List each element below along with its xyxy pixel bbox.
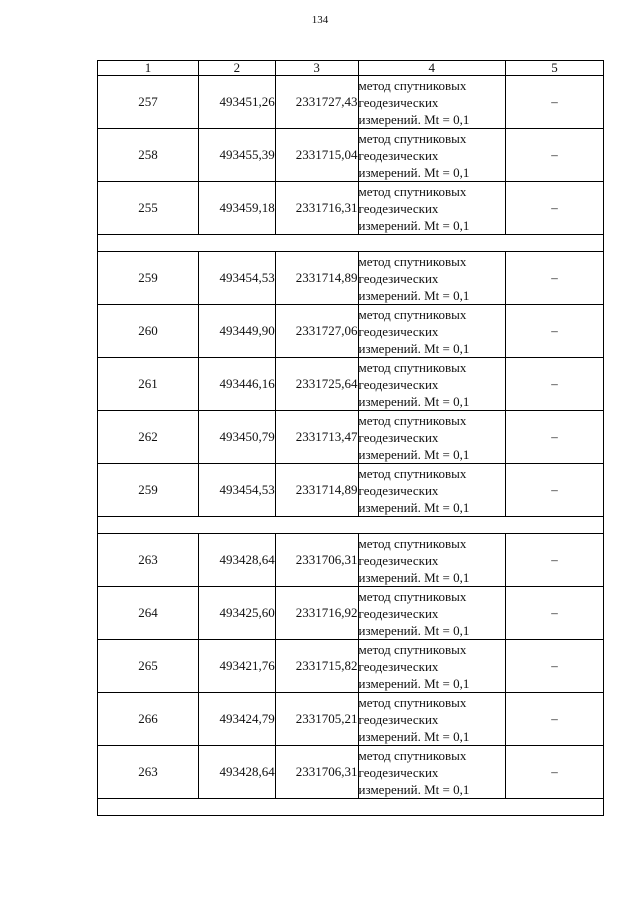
- method-cell: [358, 305, 505, 358]
- table-body: [98, 76, 604, 816]
- method-line: геодезических: [358, 605, 439, 621]
- x-coordinate: 493451,26: [198, 76, 275, 129]
- page-number: 134: [311, 14, 329, 26]
- method-line: метод спутниковых: [358, 694, 467, 710]
- table-row: [98, 411, 604, 464]
- separator-cell: [98, 517, 604, 534]
- method-line: метод спутниковых: [358, 412, 467, 428]
- x-coordinate: 493454,53: [198, 252, 275, 305]
- header-cell: 1: [98, 61, 199, 76]
- method-cell: [358, 534, 505, 587]
- note-cell: –: [506, 746, 604, 799]
- note-cell: –: [506, 182, 604, 235]
- y-coordinate: 2331714,89: [275, 252, 358, 305]
- header-cell: 2: [198, 61, 275, 76]
- x-coordinate: 493446,16: [198, 358, 275, 411]
- note-cell: –: [506, 411, 604, 464]
- point-number: 261: [98, 358, 199, 411]
- method-line: геодезических: [358, 270, 439, 286]
- separator-cell: [98, 799, 604, 816]
- method-cell: [358, 693, 505, 746]
- x-coordinate: 493428,64: [198, 534, 275, 587]
- note-cell: –: [506, 693, 604, 746]
- coordinates-table: [97, 60, 604, 816]
- method-cell: [358, 746, 505, 799]
- contour-separator-row: [98, 235, 604, 252]
- contour-separator-row: [98, 517, 604, 534]
- y-coordinate: 2331714,89: [275, 464, 358, 517]
- y-coordinate: 2331716,92: [275, 587, 358, 640]
- method-line: геодезических: [358, 376, 439, 392]
- method-line: геодезических: [358, 94, 439, 110]
- method-line: измерений. Mt = 0,1: [358, 287, 470, 303]
- table-row: [98, 182, 604, 235]
- y-coordinate: 2331727,06: [275, 305, 358, 358]
- point-number: 259: [98, 252, 199, 305]
- method-line: метод спутниковых: [358, 253, 467, 269]
- note-cell: –: [506, 76, 604, 129]
- y-coordinate: 2331715,82: [275, 640, 358, 693]
- method-line: метод спутниковых: [358, 77, 467, 93]
- point-number: 263: [98, 534, 199, 587]
- x-coordinate: 493421,76: [198, 640, 275, 693]
- table-header-row: [98, 61, 604, 76]
- x-coordinate: 493459,18: [198, 182, 275, 235]
- method-cell: [358, 129, 505, 182]
- x-coordinate: 493454,53: [198, 464, 275, 517]
- point-number: 260: [98, 305, 199, 358]
- y-coordinate: 2331727,43: [275, 76, 358, 129]
- note-cell: –: [506, 358, 604, 411]
- method-line: измерений. Mt = 0,1: [358, 340, 470, 356]
- header-cell: 5: [506, 61, 604, 76]
- table-row: [98, 693, 604, 746]
- point-number: 264: [98, 587, 199, 640]
- point-number: 262: [98, 411, 199, 464]
- note-cell: –: [506, 587, 604, 640]
- method-line: измерений. Mt = 0,1: [358, 781, 470, 797]
- header-cell: 3: [275, 61, 358, 76]
- method-line: измерений. Mt = 0,1: [358, 111, 470, 127]
- method-line: измерений. Mt = 0,1: [358, 393, 470, 409]
- x-coordinate: 493455,39: [198, 129, 275, 182]
- x-coordinate: 493428,64: [198, 746, 275, 799]
- method-line: измерений. Mt = 0,1: [358, 499, 470, 515]
- method-cell: [358, 76, 505, 129]
- method-line: метод спутниковых: [358, 465, 467, 481]
- method-line: метод спутниковых: [358, 359, 467, 375]
- method-cell: [358, 252, 505, 305]
- method-cell: [358, 464, 505, 517]
- table-row: [98, 464, 604, 517]
- table-row: [98, 640, 604, 693]
- y-coordinate: 2331706,31: [275, 746, 358, 799]
- method-line: геодезических: [358, 552, 439, 568]
- note-cell: –: [506, 640, 604, 693]
- method-cell: [358, 640, 505, 693]
- x-coordinate: 493424,79: [198, 693, 275, 746]
- table-row: [98, 534, 604, 587]
- method-line: метод спутниковых: [358, 535, 467, 551]
- method-line: измерений. Mt = 0,1: [358, 164, 470, 180]
- contour-separator-row: [98, 799, 604, 816]
- method-line: измерений. Mt = 0,1: [358, 675, 470, 691]
- method-line: метод спутниковых: [358, 747, 467, 763]
- method-cell: [358, 358, 505, 411]
- method-line: измерений. Mt = 0,1: [358, 446, 470, 462]
- method-cell: [358, 182, 505, 235]
- method-line: измерений. Mt = 0,1: [358, 728, 470, 744]
- point-number: 259: [98, 464, 199, 517]
- x-coordinate: 493449,90: [198, 305, 275, 358]
- point-number: 258: [98, 129, 199, 182]
- method-line: метод спутниковых: [358, 306, 467, 322]
- method-line: геодезических: [358, 429, 439, 445]
- note-cell: –: [506, 129, 604, 182]
- table-row: [98, 746, 604, 799]
- y-coordinate: 2331706,31: [275, 534, 358, 587]
- method-line: геодезических: [358, 200, 439, 216]
- method-line: метод спутниковых: [358, 130, 467, 146]
- point-number: 265: [98, 640, 199, 693]
- x-coordinate: 493450,79: [198, 411, 275, 464]
- method-line: геодезических: [358, 764, 439, 780]
- header-cell: 4: [358, 61, 505, 76]
- y-coordinate: 2331715,04: [275, 129, 358, 182]
- method-line: измерений. Mt = 0,1: [358, 622, 470, 638]
- method-line: геодезических: [358, 147, 439, 163]
- table-row: [98, 587, 604, 640]
- method-cell: [358, 411, 505, 464]
- y-coordinate: 2331716,31: [275, 182, 358, 235]
- note-cell: –: [506, 252, 604, 305]
- table-row: [98, 252, 604, 305]
- method-line: геодезических: [358, 658, 439, 674]
- y-coordinate: 2331713,47: [275, 411, 358, 464]
- method-line: геодезических: [358, 711, 439, 727]
- point-number: 266: [98, 693, 199, 746]
- y-coordinate: 2331705,21: [275, 693, 358, 746]
- table-row: [98, 129, 604, 182]
- method-cell: [358, 587, 505, 640]
- method-line: метод спутниковых: [358, 183, 467, 199]
- point-number: 257: [98, 76, 199, 129]
- separator-cell: [98, 235, 604, 252]
- note-cell: –: [506, 464, 604, 517]
- method-line: измерений. Mt = 0,1: [358, 569, 470, 585]
- point-number: 263: [98, 746, 199, 799]
- table-row: [98, 358, 604, 411]
- note-cell: –: [506, 305, 604, 358]
- method-line: метод спутниковых: [358, 588, 467, 604]
- method-line: геодезических: [358, 482, 439, 498]
- x-coordinate: 493425,60: [198, 587, 275, 640]
- point-number: 255: [98, 182, 199, 235]
- method-line: метод спутниковых: [358, 641, 467, 657]
- method-line: геодезических: [358, 323, 439, 339]
- y-coordinate: 2331725,64: [275, 358, 358, 411]
- method-line: измерений. Mt = 0,1: [358, 217, 470, 233]
- note-cell: –: [506, 534, 604, 587]
- table-row: [98, 305, 604, 358]
- table-row: [98, 76, 604, 129]
